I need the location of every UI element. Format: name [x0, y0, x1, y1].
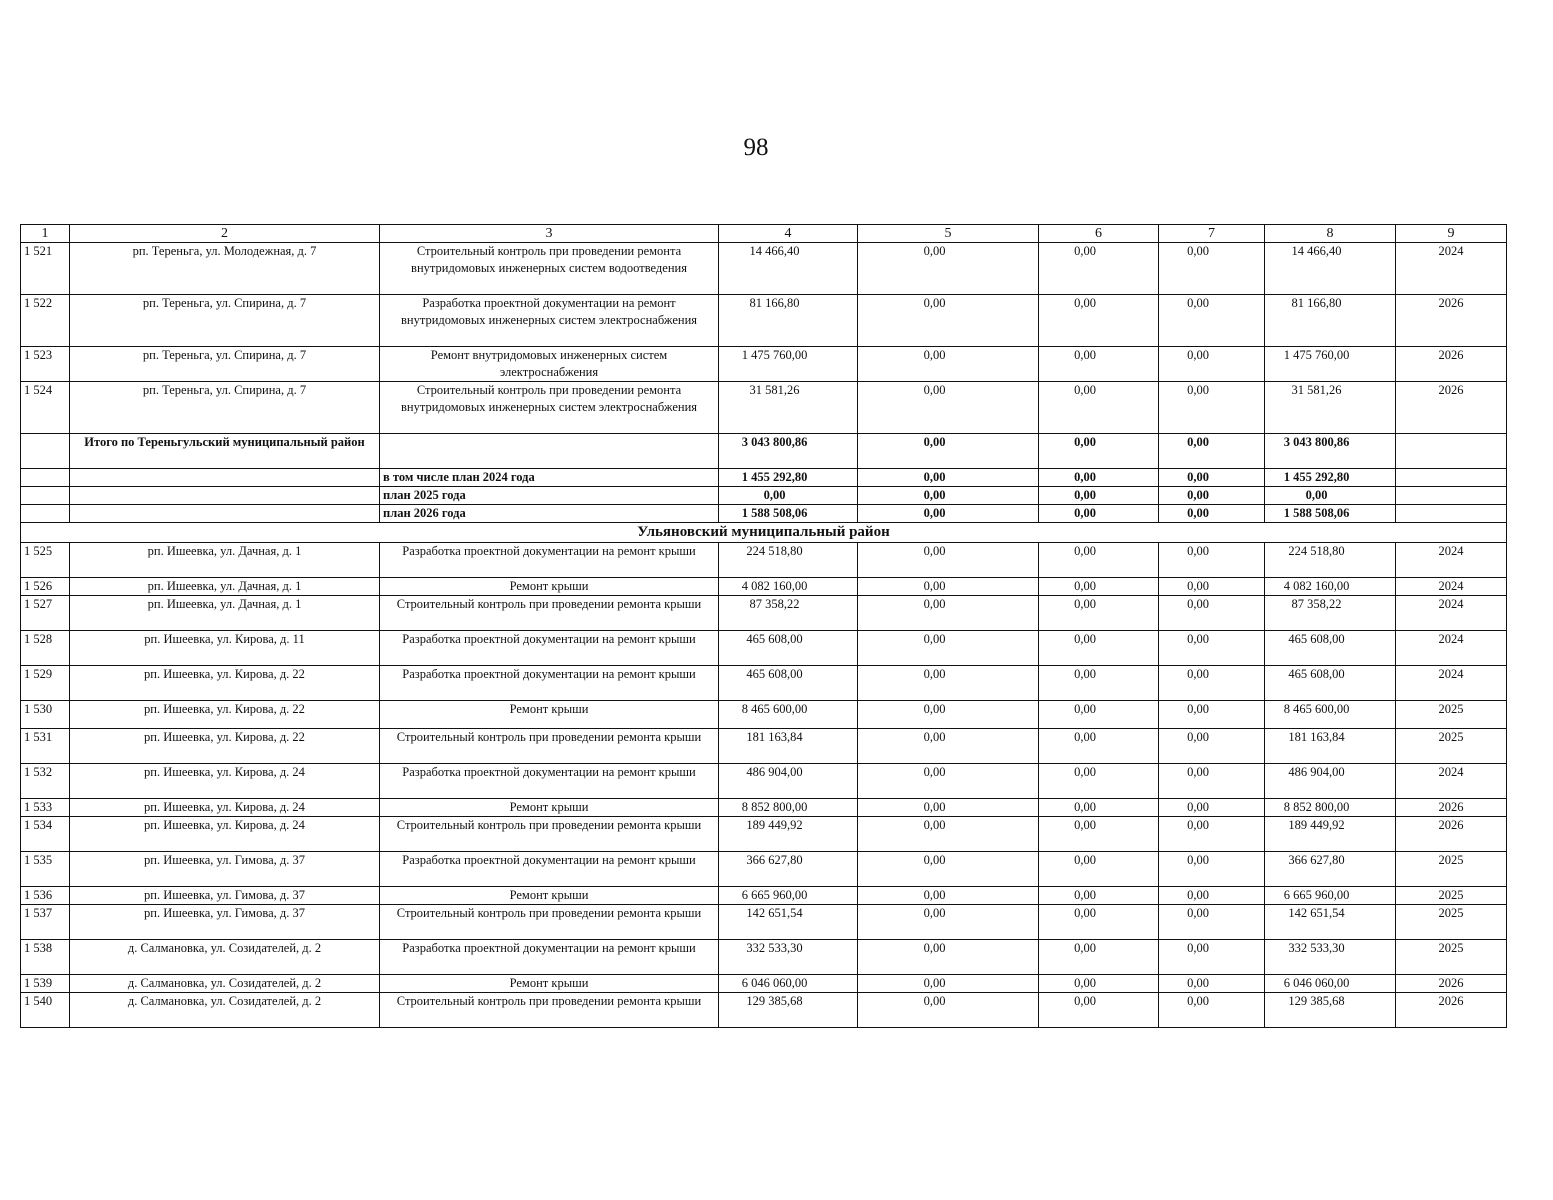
total-col6: 0,00	[1039, 434, 1159, 469]
registry-table	[20, 224, 1507, 1028]
total-col4: 1 588 508,06	[719, 505, 858, 523]
amount-col5: 0,00	[858, 701, 1039, 729]
work-type-cell: Разработка проектной документации на ремонт крыши	[380, 631, 719, 666]
amount-col8: 142 651,54	[1265, 905, 1396, 940]
year-cell: 2026	[1396, 975, 1507, 993]
plan-label: план 2026 года	[380, 505, 719, 523]
total-col8: 1 455 292,80	[1265, 469, 1396, 487]
amount-col7: 0,00	[1159, 382, 1265, 434]
row-number: 1 533	[21, 799, 70, 817]
amount-col6: 0,00	[1039, 940, 1159, 975]
empty-cell	[21, 505, 70, 523]
table-row	[21, 578, 1507, 596]
work-type-cell: Разработка проектной документации на ремонт внутридомовых инженерных систем электроснабжения	[380, 295, 719, 347]
amount-col6: 0,00	[1039, 887, 1159, 905]
address-cell: д. Салмановка, ул. Созидателей, д. 2	[70, 993, 380, 1028]
row-number: 1 532	[21, 764, 70, 799]
work-type-cell: Ремонт внутридомовых инженерных систем электроснабжения	[380, 347, 719, 382]
work-type-cell: Разработка проектной документации на ремонт крыши	[380, 940, 719, 975]
work-type-cell: Строительный контроль при проведении ремонта крыши	[380, 993, 719, 1028]
row-number: 1 540	[21, 993, 70, 1028]
column-number: 2	[70, 225, 380, 243]
year-cell: 2024	[1396, 243, 1507, 295]
table-row	[21, 887, 1507, 905]
year-cell: 2026	[1396, 347, 1507, 382]
empty-cell	[1396, 487, 1507, 505]
amount-col5: 0,00	[858, 852, 1039, 887]
amount-col7: 0,00	[1159, 631, 1265, 666]
total-row	[21, 505, 1507, 523]
amount-col7: 0,00	[1159, 729, 1265, 764]
address-cell: рп. Тереньга, ул. Спирина, д. 7	[70, 295, 380, 347]
amount-col7: 0,00	[1159, 543, 1265, 578]
district-heading: Ульяновский муниципальный район	[21, 523, 1507, 543]
amount-col7: 0,00	[1159, 817, 1265, 852]
total-col8: 3 043 800,86	[1265, 434, 1396, 469]
empty-cell	[1396, 434, 1507, 469]
column-number: 9	[1396, 225, 1507, 243]
work-type-cell: Ремонт крыши	[380, 701, 719, 729]
amount-col5: 0,00	[858, 764, 1039, 799]
amount-col8: 6 046 060,00	[1265, 975, 1396, 993]
total-col6: 0,00	[1039, 505, 1159, 523]
amount-col6: 0,00	[1039, 543, 1159, 578]
work-type-cell: Ремонт крыши	[380, 578, 719, 596]
amount-col4: 332 533,30	[719, 940, 858, 975]
amount-col8: 31 581,26	[1265, 382, 1396, 434]
column-number-row	[21, 225, 1507, 243]
amount-col4: 465 608,00	[719, 666, 858, 701]
amount-col6: 0,00	[1039, 596, 1159, 631]
total-row	[21, 469, 1507, 487]
table-body	[21, 225, 1507, 1028]
work-type-cell: Строительный контроль при проведении ремонта крыши	[380, 729, 719, 764]
work-type-cell: Разработка проектной документации на ремонт крыши	[380, 764, 719, 799]
year-cell: 2025	[1396, 729, 1507, 764]
address-cell: д. Салмановка, ул. Созидателей, д. 2	[70, 940, 380, 975]
table-row	[21, 243, 1507, 295]
amount-col8: 1 475 760,00	[1265, 347, 1396, 382]
empty-cell	[21, 487, 70, 505]
year-cell: 2026	[1396, 993, 1507, 1028]
address-cell: рп. Ишеевка, ул. Кирова, д. 11	[70, 631, 380, 666]
column-number: 3	[380, 225, 719, 243]
amount-col6: 0,00	[1039, 631, 1159, 666]
amount-col7: 0,00	[1159, 764, 1265, 799]
column-number: 6	[1039, 225, 1159, 243]
amount-col5: 0,00	[858, 543, 1039, 578]
total-row	[21, 434, 1507, 469]
amount-col7: 0,00	[1159, 666, 1265, 701]
table-row	[21, 993, 1507, 1028]
total-col7: 0,00	[1159, 505, 1265, 523]
amount-col4: 366 627,80	[719, 852, 858, 887]
row-number: 1 521	[21, 243, 70, 295]
amount-col8: 8 465 600,00	[1265, 701, 1396, 729]
table-row	[21, 382, 1507, 434]
table-row	[21, 940, 1507, 975]
total-col7: 0,00	[1159, 469, 1265, 487]
amount-col7: 0,00	[1159, 940, 1265, 975]
work-type-cell: Разработка проектной документации на ремонт крыши	[380, 852, 719, 887]
row-number: 1 528	[21, 631, 70, 666]
amount-col6: 0,00	[1039, 382, 1159, 434]
amount-col5: 0,00	[858, 940, 1039, 975]
address-cell: рп. Ишеевка, ул. Кирова, д. 24	[70, 799, 380, 817]
row-number: 1 529	[21, 666, 70, 701]
total-col8: 1 588 508,06	[1265, 505, 1396, 523]
empty-cell	[21, 434, 70, 469]
amount-col8: 6 665 960,00	[1265, 887, 1396, 905]
column-number: 7	[1159, 225, 1265, 243]
amount-col8: 486 904,00	[1265, 764, 1396, 799]
amount-col7: 0,00	[1159, 578, 1265, 596]
amount-col8: 465 608,00	[1265, 631, 1396, 666]
amount-col5: 0,00	[858, 666, 1039, 701]
amount-col8: 8 852 800,00	[1265, 799, 1396, 817]
amount-col6: 0,00	[1039, 347, 1159, 382]
amount-col6: 0,00	[1039, 729, 1159, 764]
amount-col7: 0,00	[1159, 887, 1265, 905]
amount-col7: 0,00	[1159, 993, 1265, 1028]
amount-col8: 224 518,80	[1265, 543, 1396, 578]
row-number: 1 537	[21, 905, 70, 940]
address-cell: рп. Ишеевка, ул. Дачная, д. 1	[70, 543, 380, 578]
amount-col4: 31 581,26	[719, 382, 858, 434]
amount-col6: 0,00	[1039, 975, 1159, 993]
row-number: 1 525	[21, 543, 70, 578]
amount-col8: 4 082 160,00	[1265, 578, 1396, 596]
amount-col4: 6 665 960,00	[719, 887, 858, 905]
column-number: 8	[1265, 225, 1396, 243]
amount-col4: 181 163,84	[719, 729, 858, 764]
address-cell: рп. Ишеевка, ул. Кирова, д. 22	[70, 701, 380, 729]
row-number: 1 530	[21, 701, 70, 729]
total-col5: 0,00	[858, 487, 1039, 505]
table-row	[21, 905, 1507, 940]
table-row	[21, 631, 1507, 666]
amount-col5: 0,00	[858, 382, 1039, 434]
total-label	[70, 469, 380, 487]
amount-col6: 0,00	[1039, 578, 1159, 596]
work-type-cell: Строительный контроль при проведении ремонта крыши	[380, 596, 719, 631]
year-cell: 2024	[1396, 666, 1507, 701]
row-number: 1 526	[21, 578, 70, 596]
amount-col5: 0,00	[858, 905, 1039, 940]
work-type-cell: Строительный контроль при проведении ремонта внутридомовых инженерных систем электроснабжения	[380, 382, 719, 434]
year-cell: 2025	[1396, 701, 1507, 729]
district-row	[21, 523, 1507, 543]
address-cell: рп. Ишеевка, ул. Гимова, д. 37	[70, 905, 380, 940]
amount-col8: 87 358,22	[1265, 596, 1396, 631]
amount-col8: 129 385,68	[1265, 993, 1396, 1028]
address-cell: рп. Ишеевка, ул. Гимова, д. 37	[70, 887, 380, 905]
table-row	[21, 817, 1507, 852]
year-cell: 2025	[1396, 940, 1507, 975]
amount-col5: 0,00	[858, 596, 1039, 631]
work-type-cell: Строительный контроль при проведении ремонта крыши	[380, 905, 719, 940]
total-label: Итого по Тереньгульский муниципальный район	[70, 434, 380, 469]
total-col7: 0,00	[1159, 487, 1265, 505]
year-cell: 2025	[1396, 905, 1507, 940]
amount-col7: 0,00	[1159, 347, 1265, 382]
address-cell: рп. Ишеевка, ул. Кирова, д. 22	[70, 666, 380, 701]
total-col4: 3 043 800,86	[719, 434, 858, 469]
year-cell: 2026	[1396, 799, 1507, 817]
amount-col6: 0,00	[1039, 905, 1159, 940]
address-cell: рп. Ишеевка, ул. Дачная, д. 1	[70, 596, 380, 631]
year-cell: 2026	[1396, 382, 1507, 434]
table-row	[21, 764, 1507, 799]
address-cell: рп. Ишеевка, ул. Кирова, д. 22	[70, 729, 380, 764]
column-number: 1	[21, 225, 70, 243]
amount-col6: 0,00	[1039, 243, 1159, 295]
table-row	[21, 799, 1507, 817]
amount-col7: 0,00	[1159, 975, 1265, 993]
amount-col4: 8 465 600,00	[719, 701, 858, 729]
total-col4: 0,00	[719, 487, 858, 505]
amount-col5: 0,00	[858, 729, 1039, 764]
year-cell: 2024	[1396, 543, 1507, 578]
amount-col4: 6 046 060,00	[719, 975, 858, 993]
amount-col5: 0,00	[858, 578, 1039, 596]
amount-col7: 0,00	[1159, 596, 1265, 631]
amount-col5: 0,00	[858, 993, 1039, 1028]
row-number: 1 527	[21, 596, 70, 631]
table-row	[21, 295, 1507, 347]
amount-col5: 0,00	[858, 887, 1039, 905]
amount-col5: 0,00	[858, 295, 1039, 347]
empty-cell	[21, 469, 70, 487]
amount-col7: 0,00	[1159, 905, 1265, 940]
row-number: 1 534	[21, 817, 70, 852]
column-number: 5	[858, 225, 1039, 243]
amount-col6: 0,00	[1039, 295, 1159, 347]
amount-col5: 0,00	[858, 817, 1039, 852]
amount-col6: 0,00	[1039, 817, 1159, 852]
year-cell: 2024	[1396, 596, 1507, 631]
amount-col5: 0,00	[858, 799, 1039, 817]
year-cell: 2024	[1396, 631, 1507, 666]
amount-col4: 14 466,40	[719, 243, 858, 295]
row-number: 1 523	[21, 347, 70, 382]
year-cell: 2024	[1396, 578, 1507, 596]
amount-col4: 81 166,80	[719, 295, 858, 347]
amount-col4: 8 852 800,00	[719, 799, 858, 817]
address-cell: рп. Ишеевка, ул. Кирова, д. 24	[70, 817, 380, 852]
total-col6: 0,00	[1039, 487, 1159, 505]
total-label	[70, 505, 380, 523]
empty-cell	[1396, 469, 1507, 487]
amount-col7: 0,00	[1159, 799, 1265, 817]
total-col5: 0,00	[858, 434, 1039, 469]
table-row	[21, 596, 1507, 631]
amount-col4: 486 904,00	[719, 764, 858, 799]
table-row	[21, 543, 1507, 578]
year-cell: 2025	[1396, 887, 1507, 905]
amount-col4: 1 475 760,00	[719, 347, 858, 382]
total-col6: 0,00	[1039, 469, 1159, 487]
work-type-cell: Разработка проектной документации на ремонт крыши	[380, 543, 719, 578]
amount-col5: 0,00	[858, 975, 1039, 993]
amount-col6: 0,00	[1039, 666, 1159, 701]
total-label	[70, 487, 380, 505]
plan-label	[380, 434, 719, 469]
amount-col8: 465 608,00	[1265, 666, 1396, 701]
address-cell: рп. Ишеевка, ул. Кирова, д. 24	[70, 764, 380, 799]
total-col5: 0,00	[858, 469, 1039, 487]
work-type-cell: Ремонт крыши	[380, 975, 719, 993]
year-cell: 2026	[1396, 817, 1507, 852]
amount-col7: 0,00	[1159, 243, 1265, 295]
table-row	[21, 975, 1507, 993]
work-type-cell: Ремонт крыши	[380, 799, 719, 817]
empty-cell	[1396, 505, 1507, 523]
total-col5: 0,00	[858, 505, 1039, 523]
work-type-cell: Ремонт крыши	[380, 887, 719, 905]
amount-col4: 189 449,92	[719, 817, 858, 852]
amount-col4: 87 358,22	[719, 596, 858, 631]
page-number: 98	[743, 134, 769, 161]
table-row	[21, 852, 1507, 887]
amount-col8: 332 533,30	[1265, 940, 1396, 975]
year-cell: 2024	[1396, 764, 1507, 799]
table-row	[21, 347, 1507, 382]
amount-col7: 0,00	[1159, 295, 1265, 347]
row-number: 1 536	[21, 887, 70, 905]
amount-col8: 14 466,40	[1265, 243, 1396, 295]
address-cell: рп. Ишеевка, ул. Дачная, д. 1	[70, 578, 380, 596]
address-cell: рп. Ишеевка, ул. Гимова, д. 37	[70, 852, 380, 887]
total-col4: 1 455 292,80	[719, 469, 858, 487]
amount-col6: 0,00	[1039, 993, 1159, 1028]
amount-col4: 142 651,54	[719, 905, 858, 940]
amount-col4: 465 608,00	[719, 631, 858, 666]
row-number: 1 531	[21, 729, 70, 764]
total-col7: 0,00	[1159, 434, 1265, 469]
year-cell: 2025	[1396, 852, 1507, 887]
amount-col7: 0,00	[1159, 701, 1265, 729]
amount-col8: 81 166,80	[1265, 295, 1396, 347]
amount-col8: 366 627,80	[1265, 852, 1396, 887]
work-type-cell: Строительный контроль при проведении ремонта крыши	[380, 817, 719, 852]
amount-col5: 0,00	[858, 347, 1039, 382]
table-row	[21, 701, 1507, 729]
amount-col5: 0,00	[858, 631, 1039, 666]
row-number: 1 522	[21, 295, 70, 347]
plan-label: план 2025 года	[380, 487, 719, 505]
year-cell: 2026	[1396, 295, 1507, 347]
amount-col5: 0,00	[858, 243, 1039, 295]
amount-col6: 0,00	[1039, 701, 1159, 729]
address-cell: рп. Тереньга, ул. Спирина, д. 7	[70, 382, 380, 434]
total-row	[21, 487, 1507, 505]
amount-col4: 224 518,80	[719, 543, 858, 578]
address-cell: рп. Тереньга, ул. Молодежная, д. 7	[70, 243, 380, 295]
table-row	[21, 729, 1507, 764]
amount-col6: 0,00	[1039, 764, 1159, 799]
row-number: 1 535	[21, 852, 70, 887]
row-number: 1 539	[21, 975, 70, 993]
row-number: 1 538	[21, 940, 70, 975]
plan-label: в том числе план 2024 года	[380, 469, 719, 487]
address-cell: д. Салмановка, ул. Созидателей, д. 2	[70, 975, 380, 993]
row-number: 1 524	[21, 382, 70, 434]
amount-col4: 129 385,68	[719, 993, 858, 1028]
work-type-cell: Строительный контроль при проведении ремонта внутридомовых инженерных систем водоотведения	[380, 243, 719, 295]
work-type-cell: Разработка проектной документации на ремонт крыши	[380, 666, 719, 701]
address-cell: рп. Тереньга, ул. Спирина, д. 7	[70, 347, 380, 382]
amount-col7: 0,00	[1159, 852, 1265, 887]
amount-col6: 0,00	[1039, 852, 1159, 887]
column-number: 4	[719, 225, 858, 243]
amount-col8: 181 163,84	[1265, 729, 1396, 764]
table-row	[21, 666, 1507, 701]
amount-col8: 189 449,92	[1265, 817, 1396, 852]
total-col8: 0,00	[1265, 487, 1396, 505]
amount-col6: 0,00	[1039, 799, 1159, 817]
amount-col4: 4 082 160,00	[719, 578, 858, 596]
